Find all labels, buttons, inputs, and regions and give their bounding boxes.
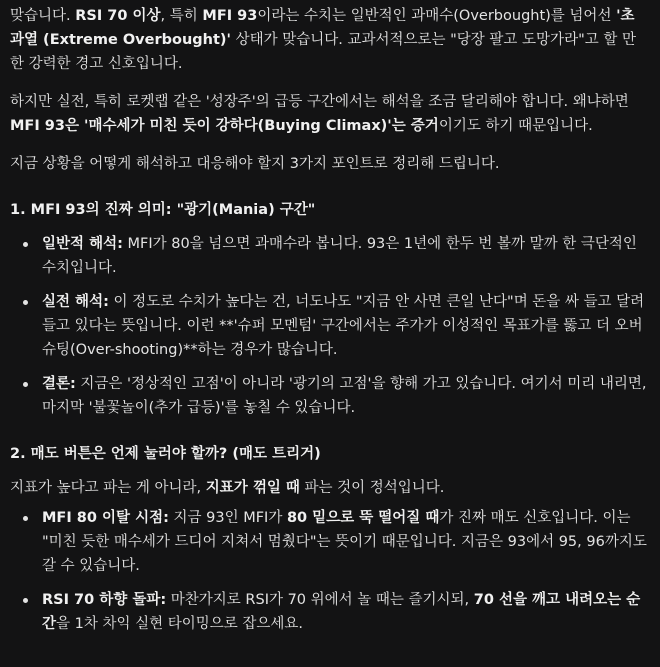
bold-extreme: '초과열 (Extreme Overbought)' — [10, 8, 635, 48]
section-2-intro — [10, 476, 648, 500]
item-text: 가 진짜 매도 신호입니다. 이는 "미친 듯한 매수세가 드디어 지쳐서 멈췄다"는 뜻이기 때문입니다. 지금은 93에서 95, 96까지도 갈 수 있습니다. — [42, 510, 647, 574]
item-text: 지금은 '정상적인 고점'이 아니라 '광기의 고점'을 향해 가고 있습니다. 여기서 미리 내리면, 마지막 '불꽃놀이(추가 급등)'를 놓칠 수 있습니다. — [42, 376, 647, 416]
text: 이기도 하기 때문입니다. — [438, 118, 593, 134]
item-label: RSI 70 하향 돌파: — [42, 592, 167, 608]
paragraph-summary: 지금 상황을 어떻게 해석하고 대응해야 할지 3가지 포인트로 정리해 드립니다. — [10, 156, 500, 172]
text: 지표가 높다고 파는 게 아니라, — [10, 480, 206, 496]
item-text: 지금 93인 MFI가 — [168, 510, 287, 526]
bold-when-turns: 지표가 꺾일 때 — [205, 480, 300, 496]
item-text: MFI가 80을 넘으면 과매수라 봅니다. 93은 1년에 한두 번 볼까 말까 한 극단적인 수치입니다. — [42, 236, 637, 276]
list-item — [42, 506, 648, 578]
section-1-heading: 1. MFI 93의 진짜 의미: "광기(Mania) 구간" — [10, 202, 316, 218]
section-2-heading: 2. 매도 버튼은 언제 눌러야 할까? (매도 트리거) — [10, 446, 321, 462]
section-1-list — [10, 232, 648, 420]
item-label: 일반적 해석: — [42, 236, 123, 252]
text: 파는 것이 정석입니다. — [299, 480, 445, 496]
bold-mfi: MFI 93 — [202, 8, 258, 24]
item-bold: 80 밑으로 뚝 떨어질 때 — [286, 510, 440, 526]
item-label: 결론: — [42, 376, 76, 392]
item-label: MFI 80 이탈 시점: — [42, 510, 169, 526]
item-text: 마찬가지로 RSI가 70 위에서 놀 때는 즐기시되, — [166, 592, 474, 608]
text: , 특히 — [160, 8, 203, 24]
paragraph-however — [10, 90, 648, 138]
item-label: 실전 해석: — [42, 294, 109, 310]
list-item — [42, 232, 648, 280]
list-item — [42, 588, 648, 636]
text: 이라는 수치는 일반적인 과매수(Overbought)를 넘어선 — [257, 8, 617, 24]
text: 맞습니다. — [10, 8, 76, 24]
text: 상태가 맞습니다. 교과서적으로는 "당장 팔고 도망가라"고 할 만한 강력한 경고 신호입니다. — [10, 32, 636, 72]
bold-rsi: RSI 70 이상 — [75, 8, 161, 24]
list-item — [42, 372, 648, 420]
item-text: 을 1차 차익 실현 타이밍으로 잡으세요. — [56, 616, 303, 632]
item-bold: 70 선을 깨고 내려오는 순간 — [42, 592, 641, 632]
paragraph-intro — [10, 4, 648, 76]
section-2-list — [10, 506, 648, 636]
bold-buying-climax: MFI 93은 '매수세가 미친 듯이 강하다(Buying Climax)'는 증거 — [10, 118, 439, 134]
text: 하지만 실전, 특히 로켓랩 같은 '성장주'의 급등 구간에서는 해석을 조금 달리해야 합니다. 왜냐하면 — [10, 94, 629, 110]
item-text: 이 정도로 수치가 높다는 건, 너도나도 "지금 안 사면 큰일 난다"며 돈을 싸 들고 달려들고 있다는 뜻입니다. 이런 **'슈퍼 모멘텀' 구간에서는 주가가 이성적인 목표가를 뚫고 더 오버슈팅(Over-shooting)**하는 경우가 많습니다. — [42, 294, 645, 358]
list-item — [42, 290, 648, 362]
